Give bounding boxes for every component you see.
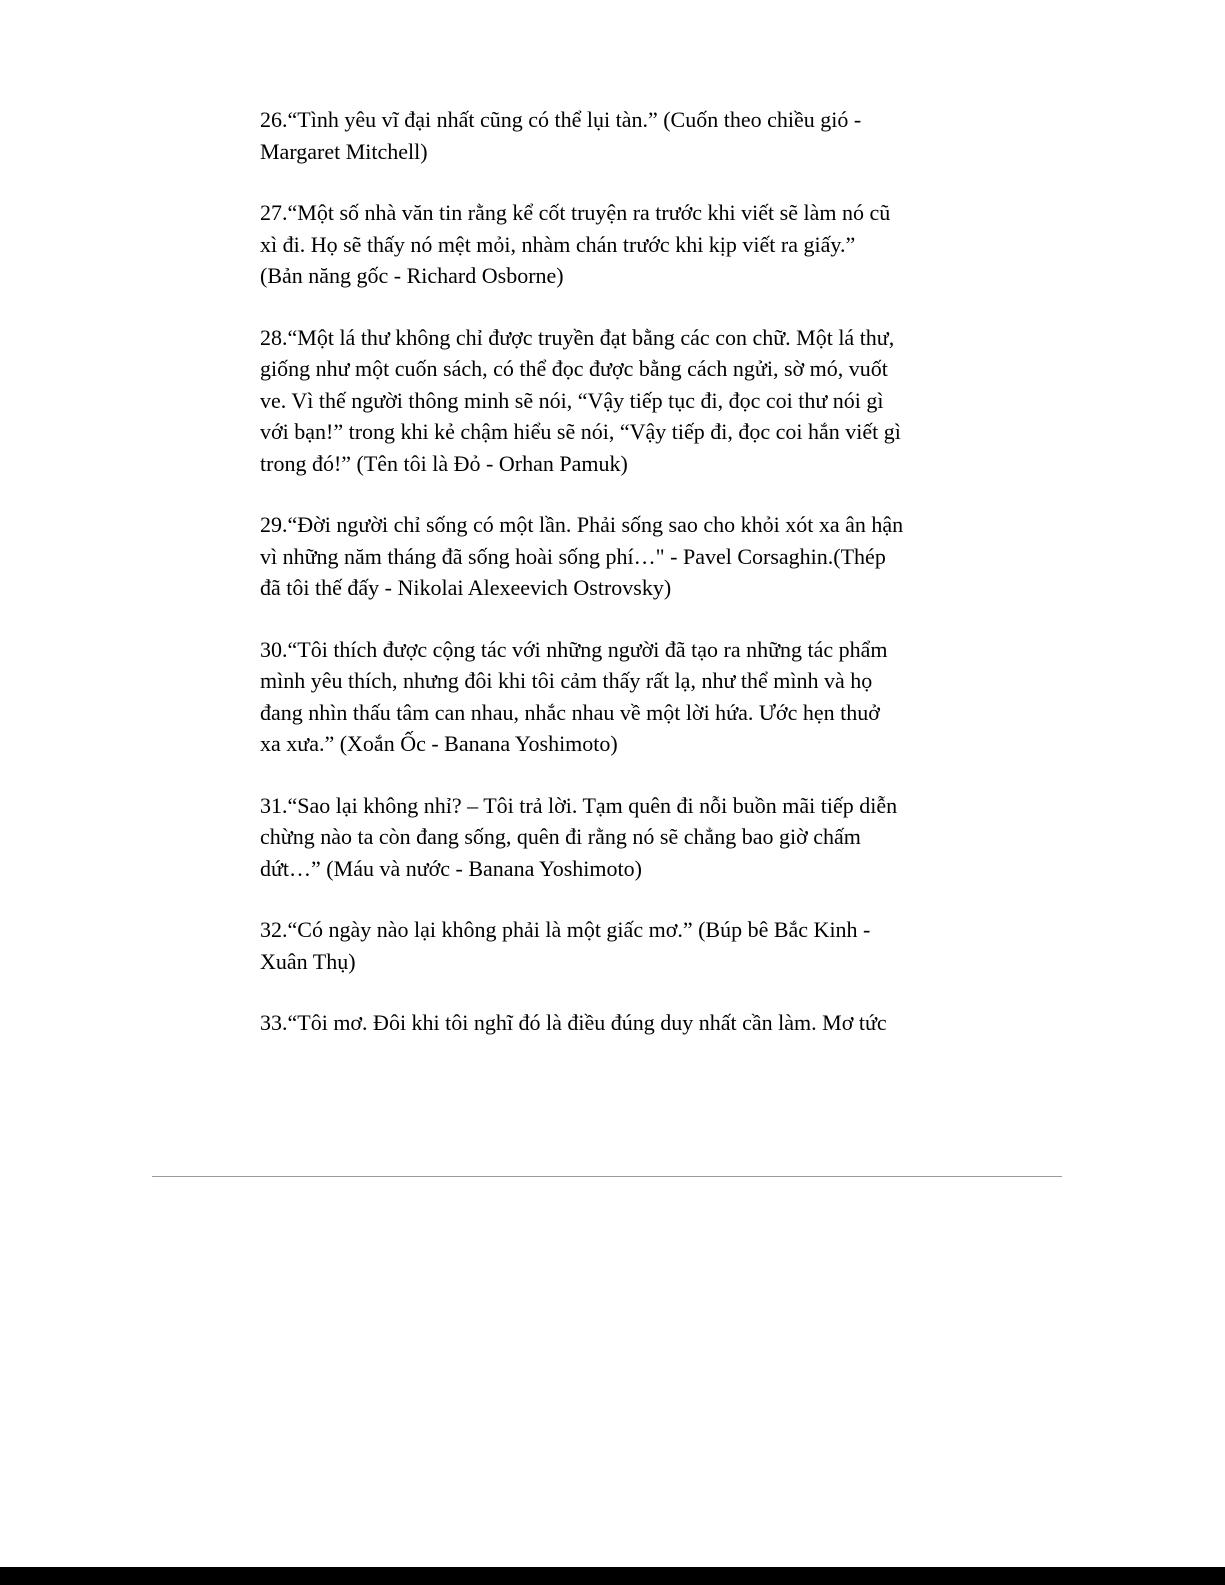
quote-list	[260, 104, 980, 1069]
quote-line: 31.“Sao lại không nhỉ? – Tôi trả lời. Tạm quên đi nỗi buồn mãi tiếp diễn	[260, 792, 898, 818]
quote-line: xa xưa.” (Xoắn Ốc - Banana Yoshimoto)	[260, 731, 618, 756]
quote-line: đang nhìn thấu tâm can nhau, nhắc nhau về một lời hứa. Ước hẹn thuở	[260, 699, 880, 725]
page-divider	[152, 1176, 1062, 1177]
quote-line: (Bản năng gốc - Richard Osborne)	[260, 263, 564, 288]
quote-line: 33.“Tôi mơ. Đôi khi tôi nghĩ đó là điều đúng duy nhất cần làm. Mơ tức	[260, 1010, 887, 1035]
quote-line: mình yêu thích, nhưng đôi khi tôi cảm thấy rất lạ, như thể mình và họ	[260, 668, 873, 693]
quote-line: dứt…” (Máu và nước - Banana Yoshimoto)	[260, 855, 642, 881]
quote-26	[260, 104, 980, 167]
quote-30	[260, 634, 980, 760]
quote-line: 27.“Một số nhà văn tin rằng kể cốt truyện ra trước khi viết sẽ làm nó cũ	[260, 200, 891, 225]
quote-line: vì những năm tháng đã sống hoài sống phí…" - Pavel Corsaghin.(Thép	[260, 543, 886, 569]
quote-28	[260, 322, 980, 480]
quote-line: 26.“Tình yêu vĩ đại nhất cũng có thể lụi tàn.” (Cuốn theo chiều gió -	[260, 107, 862, 132]
quote-32	[260, 914, 980, 977]
quote-line: 32.“Có ngày nào lại không phải là một giấc mơ.” (Búp bê Bắc Kinh -	[260, 917, 871, 942]
quote-line: Margaret Mitchell)	[260, 138, 428, 164]
quote-line: 29.“Đời người chỉ sống có một lần. Phải sống sao cho khỏi xót xa ân hận	[260, 512, 904, 537]
quote-line: đã tôi thế đấy - Nikolai Alexeevich Ostrovsky)	[260, 575, 672, 600]
quote-line: xì đi. Họ sẽ thấy nó mệt mỏi, nhàm chán trước khi kịp viết ra giấy.”	[260, 231, 856, 257]
quote-line: chừng nào ta còn đang sống, quên đi rằng nó sẽ chẳng bao giờ chấm	[260, 824, 861, 849]
quote-31	[260, 790, 980, 885]
quote-line: Xuân Thụ)	[260, 948, 356, 974]
quote-line: ve. Vì thế người thông minh sẽ nói, “Vậy tiếp tục đi, đọc coi thư nói gì	[260, 387, 884, 413]
quote-line: với bạn!” trong khi kẻ chậm hiểu sẽ nói, “Vậy tiếp đi, đọc coi hắn viết gì	[260, 419, 901, 444]
bottom-edge-bar	[0, 1567, 1225, 1585]
quote-line: trong đó!” (Tên tôi là Đỏ - Orhan Pamuk)	[260, 450, 628, 476]
quote-line: giống như một cuốn sách, có thể đọc được bằng cách ngửi, sờ mó, vuốt	[260, 356, 888, 381]
quote-27	[260, 197, 980, 292]
quote-33	[260, 1007, 980, 1039]
quote-29	[260, 509, 980, 604]
quote-line: 30.“Tôi thích được cộng tác với những người đã tạo ra những tác phẩm	[260, 636, 888, 662]
quote-line: 28.“Một lá thư không chỉ được truyền đạt bằng các con chữ. Một lá thư,	[260, 324, 895, 350]
